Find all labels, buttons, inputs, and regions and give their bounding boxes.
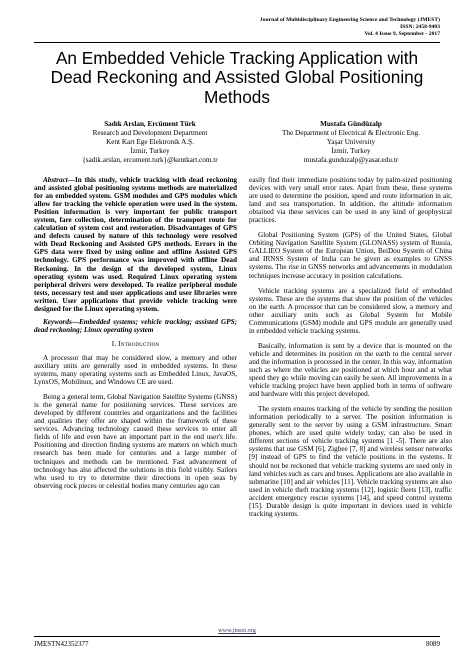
header-divider — [34, 42, 440, 43]
journal-link[interactable]: www.jmest.org — [218, 627, 256, 634]
body-paragraph: A processor that may be considered slow, a memory and other auxiliary units are generally used in embedded systems. In these systems, many operating systems such as Embedded Linux, JavaOS, LynxOS, Mobilinux, and Windows CE are used. — [34, 353, 237, 387]
journal-issn: ISSN: 2458-9403 — [400, 24, 440, 30]
keywords-text: Embedded systems; vehicle tracking; assisted GPS; dead reckoning; Linux operating system — [34, 317, 237, 334]
journal-header — [140, 17, 440, 38]
body-paragraph: easily find their immediate positions today by palm-sized positioning devices with very small error rates. Apart from these, these systems are used to determine the position, speed and route information in air, land and sea transportation. In addition, the altitude information obtained via these services can be used in any kind of geophysical practices. — [249, 176, 452, 225]
section-heading — [34, 340, 237, 348]
section-title: Introduction — [118, 339, 160, 348]
left-column — [34, 176, 237, 493]
paper-id: JMESTN42352377 — [34, 640, 89, 648]
body-paragraph: Global Positioning System (GPS) of the United States, Global Orbiting Navigation Satellite System (GLONASS) system of Russia, GALLIEO System of the European Union, BeiDou System of China and IRNSS System of India can be given as examples to GNSS systems. The rise in GNSS networks and advancements in modulation techniques increase accuracy in position calculations. — [249, 231, 452, 280]
right-column — [249, 176, 452, 521]
body-paragraph: Vehicle tracking systems are a specialized field of embedded systems. These are the systems that show the position of the vehicles on the earth. A processor that can be considered slow, a memory and other auxiliary units such as Global System for Mobile Communications (GSM) module and GPS module are generally used in embedded vehicle tracking systems. — [249, 286, 452, 335]
keywords-label: Keywords— — [43, 317, 79, 326]
body-paragraph: The system ensures tracking of the vehicle by sending the position information periodically to a server. The position information is generally sent to the server by using a GSM infrastructure. Smart phones, which are used quite widely today, can also be used in different sections of vehicle tracking systems [1 -5]. There are also systems that use GSM [6], Zigbee [7, 8] and wireless sensor networks [9] instead of GPS to find the vehicle positions in the systems. It should not be reckoned that vehicle tracking systems are used only in land vehicles such as cars and buses. Applications are also available in submarine [10] and air vehicles [11]. Vehicle tracking systems are also used in vehicle theft tracking systems [12], logistic fleets [13], traffic accident emergency rescue systems [14], and speed control systems [15]. Durable design is quite important in devices used in vehicle tracking systems. — [249, 405, 452, 518]
author-location: İzmir, Turkey — [331, 147, 371, 156]
author-email[interactable]: {sadik.arslan, ercument.turk}@kentkart.com.tr — [82, 156, 218, 165]
author-affiliation: Yaşar University — [326, 138, 376, 147]
author-block-2 — [245, 120, 457, 165]
footer-divider — [34, 636, 440, 637]
paper-title: An Embedded Vehicle Tracking Application with Dead Reckoning and Assisted Global Positioning Methods — [50, 48, 424, 107]
author-affiliation: Kent Kart Ege Elektronik A.Ş. — [106, 138, 194, 147]
author-affiliation: Research and Development Department — [92, 129, 208, 138]
keywords — [34, 318, 237, 334]
abstract-label: Abstract — [43, 176, 68, 184]
author-location: İzmir, Turkey — [130, 147, 170, 156]
author-name: Mustafa Gündüzalp — [320, 120, 382, 128]
author-name: Sadık Arslan, Ercüment Türk — [104, 120, 196, 128]
abstract — [34, 176, 237, 313]
author-affiliation: The Department of Electrical & Electronic Eng. — [282, 129, 420, 138]
abstract-text: —In this study, vehicle tracking with dead reckoning and assisted global positioning systems methods are materialized for an embedded system. GSM modules and GPS modules which allow for tracking the vehicle operation were used in the system. Position information is very important for public transport system, fare collection, determination of the transport route for calculation of system cost and restoration. Disadvantages of GPS and defects caused by nature of this technology were resolved with Dead Reckoning and Assisted GPS methods. Errors in the GPS data were fixed by using online and offline Assisted GPS technology. GPS performance was improved with offline Dead Reckoning. In the design of the developed system, Linux operating system was used. Required Linux operating system peripheral drivers were developed. To realize peripheral module tests, necessary test and user applications and user libraries were written. User applications that provide vehicle tracking were designed for the Linux operating system. — [34, 176, 237, 313]
body-paragraph: Being a general term, Global Navigation Satellite Systems (GNSS) is the general name for positioning services. These services are developed by different countries and organizations and the facilities and qualities they offer are shaped within the framework of these services. Advancing technology caused these services to enter all fields of life and even have an important part in the end user's life. Positioning and direction finding systems are matters on which much research has been made for centuries and a large number of techniques and methods can be mentioned. Fast advancement of technology has also affected the solutions in this field visibly. Sailors who used to try to determine their directions in open seas by observing rock pieces or celestial bodies many centuries ago can — [34, 393, 237, 490]
journal-volume: Vol. 4 Issue 9, September - 2017 — [364, 31, 440, 37]
journal-name: Journal of Multidisciplinary Engineering Science and Technology (JMEST) — [259, 17, 440, 23]
page-number: 8089 — [426, 640, 440, 648]
section-number: I. — [111, 339, 117, 348]
body-paragraph: Basically, information is sent by a device that is mounted on the vehicle and determines its position on the earth to the central server and the information is processed in the center. In this way, information such as where the vehicles are positioned at which hour and at what speed they go while moving can easily be seen. All improvements in a vehicle tracking project have been applied both in terms of software and hardware with this project developed. — [249, 341, 452, 399]
author-email[interactable]: mustafa.gunduzalp@yasar.edu.tr — [303, 156, 399, 165]
author-block-1 — [50, 120, 250, 165]
